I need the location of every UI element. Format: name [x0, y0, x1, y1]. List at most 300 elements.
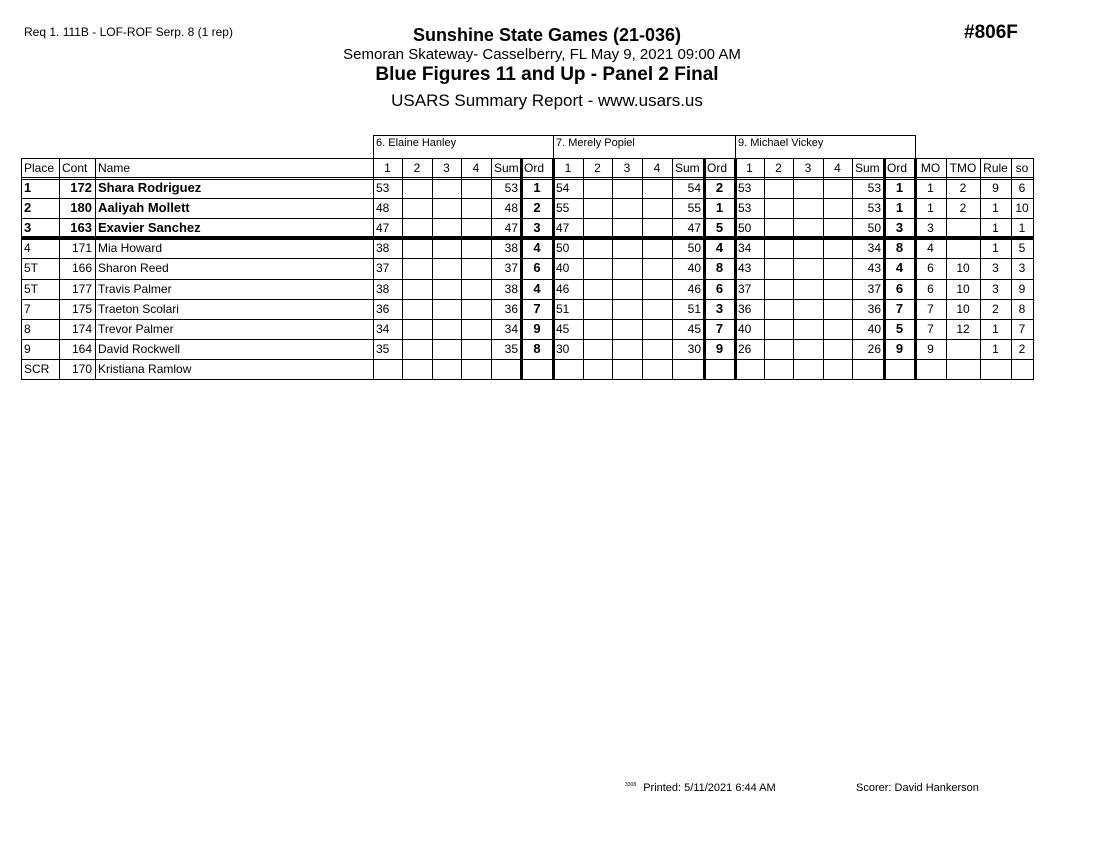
- judge-box-top: [553, 135, 736, 136]
- judge-score-4: [642, 339, 672, 359]
- rule-cell: 1: [992, 321, 999, 336]
- judge-score-4: [461, 279, 491, 299]
- cont-cell: 172: [70, 180, 92, 195]
- skater-name-cell: Aaliyah Mollett: [98, 200, 190, 216]
- judge-ordinal: 1: [533, 180, 541, 195]
- judge-ordinal: 8: [533, 340, 541, 356]
- judge-score-4: [461, 238, 491, 258]
- tmo-cell: 10: [956, 261, 970, 276]
- judge-score-4: [823, 279, 852, 299]
- judge-score-4: [823, 319, 852, 339]
- judge-score-2: [583, 238, 612, 258]
- judge-score-3: [432, 198, 461, 218]
- col-line: [980, 158, 981, 380]
- judge-score-2: [764, 238, 793, 258]
- mo-cell: 9: [927, 341, 934, 356]
- judge-score-1: 37: [738, 281, 752, 296]
- event-code: #806F: [964, 22, 1018, 43]
- judge-score-1: 50: [556, 241, 570, 256]
- skater-name-cell: Travis Palmer: [98, 281, 172, 296]
- col-line: [823, 158, 824, 380]
- skater-name-cell: Trevor Palmer: [98, 321, 174, 336]
- judge-ordinal: 7: [533, 300, 541, 316]
- cont-cell: 170: [71, 361, 92, 376]
- judge-sum: 47: [687, 221, 701, 236]
- col-header-judge2-1: 1: [564, 161, 572, 175]
- judge-sum: 47: [504, 221, 518, 236]
- judge-ordinal: 4: [715, 240, 724, 256]
- judge-score-4: [823, 258, 852, 278]
- col-header-judge2-ord: Ord: [707, 161, 728, 175]
- judge-score-2: [402, 299, 432, 319]
- judge-score-2: [764, 299, 793, 319]
- judge-sum: 34: [504, 321, 518, 336]
- venue-date-line: Semoran Skateway- Casselberry, FL May 9, 2021 09:00 AM: [343, 46, 741, 63]
- ord-thick-line: [703, 158, 706, 380]
- judge-sum: 53: [867, 201, 881, 216]
- col-line: [1033, 158, 1034, 380]
- so-cell: 2: [1018, 341, 1026, 356]
- col-line: [95, 158, 96, 380]
- judge-score-2: [583, 279, 612, 299]
- judge-sum: [491, 359, 521, 379]
- judge-name-header: 7. Merely Popiel: [556, 137, 635, 149]
- judge-score-3: [793, 299, 823, 319]
- tmo-cell: 12: [956, 321, 970, 336]
- place-cell: 5T: [24, 281, 39, 296]
- col-header-name: Name: [98, 161, 131, 175]
- place-cell: 4: [24, 241, 31, 256]
- judge-score-2: [583, 258, 612, 278]
- judge-score-2: [402, 198, 432, 218]
- request-line: Req 1. 111B - LOF-ROF Serp. 8 (1 rep): [24, 25, 233, 39]
- col-line: [583, 158, 584, 380]
- judge-score-1: 48: [376, 201, 390, 216]
- cont-cell: 163: [70, 220, 92, 236]
- tmo-cell: [946, 238, 980, 258]
- judge-score-1: [553, 359, 583, 379]
- judge-score-4: [823, 359, 852, 379]
- col-line: [793, 158, 794, 380]
- judge-score-1: 53: [376, 181, 390, 195]
- col-header-judge3-1: 1: [746, 161, 753, 175]
- judge-score-2: [402, 258, 432, 278]
- judge-score-1: 34: [376, 321, 390, 336]
- judge-score-3: [612, 198, 642, 218]
- judge-box-right: [915, 135, 916, 158]
- judge-score-2: [764, 359, 793, 379]
- cont-cell: 175: [71, 301, 92, 316]
- judge-score-3: [432, 339, 461, 359]
- col-header-judge1-4: 4: [472, 161, 480, 175]
- judge-score-2: [402, 339, 432, 359]
- judge-score-2: [583, 359, 612, 379]
- judge-score-3: [612, 238, 642, 258]
- judge-sum: 37: [867, 281, 881, 296]
- judge-ordinal: 8: [715, 260, 724, 276]
- judge-name-header: 9. Michael Vickey: [738, 137, 824, 149]
- judge-sum: 37: [504, 261, 518, 276]
- mo-cell: 6: [927, 281, 934, 296]
- cont-cell: 177: [71, 281, 92, 296]
- judge-score-4: [642, 198, 672, 218]
- judge-ordinal: [884, 359, 915, 379]
- judge-ordinal: 2: [533, 200, 541, 216]
- col-line: [642, 158, 643, 380]
- judge-ordinal: 3: [895, 220, 904, 236]
- judge-score-1: 37: [376, 261, 390, 276]
- judge-sum: 40: [867, 321, 881, 336]
- ord-thick-line: [552, 158, 555, 380]
- judge-box-left: [553, 135, 554, 158]
- judge-score-1: 54: [556, 181, 570, 195]
- judge-score-4: [823, 339, 852, 359]
- so-cell: 3: [1018, 261, 1026, 276]
- mo-cell: 6: [927, 261, 934, 276]
- judge-score-2: [583, 339, 612, 359]
- judge-ordinal: 6: [715, 280, 724, 296]
- judge-ordinal: 7: [715, 320, 724, 336]
- col-header-place: Place: [24, 161, 55, 175]
- judge-sum: 55: [687, 201, 701, 216]
- judge-score-1: 51: [556, 301, 570, 316]
- judge-score-3: [793, 238, 823, 258]
- col-header-so: so: [1015, 161, 1029, 175]
- judge-score-3: [793, 178, 823, 198]
- judge-score-1: 45: [556, 321, 570, 336]
- ord-thick-line: [883, 158, 886, 380]
- skater-name-cell: Kristiana Ramlow: [98, 361, 192, 376]
- judge-score-4: [642, 299, 672, 319]
- tmo-cell: 2: [959, 181, 967, 195]
- judge-sum: 53: [867, 181, 881, 195]
- col-line: [373, 158, 374, 380]
- rule-cell: 2: [992, 301, 999, 316]
- skater-name-cell: Exavier Sanchez: [98, 220, 201, 236]
- rule-cell: [980, 359, 1011, 379]
- judge-box-left: [373, 135, 374, 158]
- judge-ordinal: 8: [895, 240, 904, 256]
- judge-sum: 38: [504, 281, 518, 296]
- cont-cell: 180: [70, 200, 92, 216]
- judge-score-1: 43: [738, 261, 752, 276]
- judge-ordinal: 5: [715, 220, 724, 236]
- judge-score-3: [432, 258, 461, 278]
- place-cell: 7: [24, 301, 31, 316]
- judge-score-2: [764, 339, 793, 359]
- mo-cell: 3: [927, 221, 934, 236]
- judge-ordinal: 3: [533, 220, 541, 236]
- judge-score-2: [764, 279, 793, 299]
- judge-ordinal: 9: [715, 340, 724, 356]
- judge-score-4: [823, 178, 852, 198]
- mo-cell: [915, 359, 946, 379]
- col-header-judge2-4: 4: [653, 161, 661, 175]
- skater-name-cell: Mia Howard: [98, 241, 163, 256]
- judge-score-1: 55: [556, 201, 570, 216]
- so-cell: 9: [1018, 281, 1026, 296]
- col-header-judge2-sum: Sum: [675, 161, 700, 175]
- col-line: [491, 158, 492, 380]
- so-cell: 8: [1018, 301, 1026, 316]
- judge-score-2: [402, 359, 432, 379]
- rule-cell: 1: [992, 241, 999, 256]
- judge-sum: 30: [687, 341, 701, 356]
- ord-thick-line: [734, 158, 737, 380]
- judge-score-4: [461, 299, 491, 319]
- judge-sum: [852, 359, 884, 379]
- judge-score-2: [583, 198, 612, 218]
- judge-score-1: 47: [376, 221, 390, 236]
- judge-score-2: [583, 319, 612, 339]
- col-line: [402, 158, 403, 380]
- judge-score-4: [461, 359, 491, 379]
- mo-cell: 1: [927, 201, 934, 216]
- mo-cell: 4: [927, 241, 934, 256]
- judge-ordinal: 4: [533, 280, 541, 296]
- judge-sum: 50: [687, 241, 701, 256]
- place-cell: 8: [24, 321, 31, 336]
- judge-score-4: [461, 178, 491, 198]
- judge-score-3: [432, 359, 461, 379]
- judge-score-1: 40: [738, 321, 752, 336]
- judge-score-1: 46: [556, 281, 570, 296]
- rule-cell: 1: [992, 341, 999, 356]
- judge-sum: 36: [867, 301, 881, 316]
- col-header-judge3-sum: Sum: [855, 161, 880, 175]
- judge-score-2: [402, 279, 432, 299]
- competition-title: Sunshine State Games (21-036): [412, 25, 682, 45]
- judge-score-3: [612, 359, 642, 379]
- judge-sum: 26: [867, 341, 881, 356]
- judge-score-3: [612, 178, 642, 198]
- judge-score-1: 35: [376, 341, 390, 356]
- place-cell: 9: [24, 341, 31, 356]
- tiny-code: 3308: [625, 782, 637, 788]
- judge-score-3: [612, 258, 642, 278]
- col-header-judge3-3: 3: [804, 161, 812, 175]
- so-cell: 6: [1018, 181, 1026, 195]
- col-header-judge1-ord: Ord: [524, 161, 545, 175]
- cont-cell: 166: [71, 261, 92, 276]
- judge-box-left: [735, 135, 736, 158]
- judge-score-1: 38: [376, 241, 390, 256]
- judge-score-1: 36: [738, 301, 752, 316]
- judge-score-3: [612, 339, 642, 359]
- judge-score-4: [461, 198, 491, 218]
- judge-score-3: [793, 359, 823, 379]
- skater-name-cell: Traeton Scolari: [98, 301, 179, 316]
- judge-score-2: [402, 238, 432, 258]
- judge-score-4: [823, 238, 852, 258]
- judge-score-4: [461, 339, 491, 359]
- judge-ordinal: [704, 359, 735, 379]
- col-header-judge1-sum: Sum: [494, 161, 519, 175]
- judge-score-1: 50: [738, 221, 752, 236]
- judge-score-3: [793, 319, 823, 339]
- judge-score-2: [764, 178, 793, 198]
- col-line: [612, 158, 613, 380]
- judge-sum: 48: [504, 201, 518, 216]
- judge-ordinal: 9: [533, 320, 541, 336]
- judge-name-header: 6. Elaine Hanley: [376, 137, 457, 149]
- judge-score-2: [402, 319, 432, 339]
- judge-score-1: 47: [556, 221, 570, 236]
- judge-ordinal: 6: [895, 280, 904, 296]
- scorer-info: Scorer: David Hankerson: [856, 782, 979, 794]
- judge-ordinal: 1: [715, 200, 724, 216]
- judge-score-4: [642, 279, 672, 299]
- judge-score-1: [373, 359, 402, 379]
- skater-name-cell: David Rockwell: [98, 341, 181, 356]
- judge-score-3: [793, 279, 823, 299]
- so-cell: 1: [1018, 221, 1026, 236]
- skater-name-cell: Shara Rodriguez: [98, 180, 202, 195]
- judge-score-1: 38: [376, 281, 390, 296]
- printed-timestamp: Printed: 5/11/2021 6:44 AM: [643, 782, 776, 794]
- col-line: [432, 158, 433, 380]
- col-header-rule: Rule: [983, 161, 1008, 175]
- judge-sum: 43: [867, 261, 881, 276]
- rule-cell: 9: [992, 181, 999, 195]
- judge-score-1: 34: [738, 241, 752, 256]
- event-name: Blue Figures 11 and Up - Panel 2 Final: [375, 64, 719, 85]
- col-line: [672, 158, 673, 380]
- place-cell: 5T: [24, 261, 39, 276]
- judge-score-4: [823, 198, 852, 218]
- judge-score-1: 26: [738, 341, 752, 356]
- so-cell: [1011, 359, 1033, 379]
- mo-cell: 7: [927, 301, 934, 316]
- judge-ordinal: 7: [895, 300, 904, 316]
- rule-cell: 1: [992, 221, 999, 236]
- col-header-judge2-3: 3: [623, 161, 631, 175]
- judge-sum: 54: [687, 181, 701, 195]
- mo-cell: 7: [927, 321, 934, 336]
- col-header-judge1-2: 2: [413, 161, 421, 175]
- judge-score-1: 53: [738, 181, 752, 195]
- judge-score-1: 30: [556, 341, 570, 356]
- cont-cell: 171: [71, 241, 92, 256]
- mo-cell: 1: [927, 181, 934, 195]
- col-header-judge1-1: 1: [384, 161, 391, 175]
- judge-score-4: [642, 258, 672, 278]
- judge-score-2: [402, 178, 432, 198]
- judge-sum: [672, 359, 704, 379]
- cont-cell: 164: [71, 341, 92, 356]
- col-line: [946, 158, 947, 380]
- col-header-cont: Cont: [62, 161, 88, 175]
- col-line: [852, 158, 853, 380]
- place-cell: SCR: [24, 361, 50, 376]
- judge-score-3: [612, 279, 642, 299]
- col-line: [1011, 158, 1012, 380]
- judge-ordinal: 4: [533, 240, 541, 256]
- judge-score-4: [642, 359, 672, 379]
- judge-score-3: [432, 319, 461, 339]
- judge-sum: 38: [504, 241, 518, 256]
- judge-sum: 50: [867, 221, 881, 236]
- judge-score-1: 40: [556, 261, 570, 276]
- col-header-judge2-2: 2: [594, 161, 601, 175]
- judge-sum: 34: [867, 241, 881, 256]
- judge-score-3: [793, 198, 823, 218]
- printed-info: [625, 782, 776, 794]
- col-header-mo: MO: [920, 161, 941, 175]
- judge-score-1: 36: [376, 301, 390, 316]
- tmo-cell: 10: [956, 301, 970, 316]
- col-line: [461, 158, 462, 380]
- judge-sum: 46: [687, 281, 701, 296]
- judge-score-4: [642, 319, 672, 339]
- so-cell: 10: [1015, 201, 1029, 216]
- rule-cell: 3: [992, 261, 999, 276]
- place-cell: 2: [24, 200, 32, 216]
- rule-cell: 3: [992, 281, 999, 296]
- judge-score-2: [764, 198, 793, 218]
- col-header-judge3-2: 2: [775, 161, 782, 175]
- judge-score-4: [461, 319, 491, 339]
- ord-thick-line: [914, 158, 917, 380]
- judge-ordinal: 9: [895, 340, 904, 356]
- judge-score-4: [642, 238, 672, 258]
- place-cell: 1: [24, 180, 32, 195]
- judge-ordinal: 5: [895, 320, 904, 336]
- judge-score-4: [642, 178, 672, 198]
- judge-score-3: [793, 258, 823, 278]
- judge-box-top: [373, 135, 554, 136]
- tmo-cell: [946, 339, 980, 359]
- judge-score-3: [612, 299, 642, 319]
- judge-sum: 36: [504, 301, 518, 316]
- judge-score-4: [823, 299, 852, 319]
- judge-score-2: [583, 299, 612, 319]
- judge-score-2: [583, 178, 612, 198]
- judge-ordinal: 1: [895, 200, 904, 216]
- judge-score-3: [793, 339, 823, 359]
- judge-score-2: [764, 258, 793, 278]
- judge-sum: 40: [687, 261, 701, 276]
- tmo-cell: [946, 359, 980, 379]
- judge-score-1: [735, 359, 764, 379]
- judge-ordinal: [521, 359, 553, 379]
- judge-sum: 51: [687, 301, 701, 316]
- col-line: [21, 158, 22, 380]
- col-header-judge1-3: 3: [443, 161, 450, 175]
- judge-score-3: [432, 299, 461, 319]
- judge-score-1: 53: [738, 201, 752, 216]
- cont-cell: 174: [71, 321, 92, 336]
- col-header-tmo: TMO: [949, 161, 977, 175]
- rule-cell: 1: [992, 201, 999, 216]
- judge-box-top: [735, 135, 916, 136]
- col-header-judge3-4: 4: [834, 161, 841, 175]
- col-line: [59, 158, 60, 380]
- judge-ordinal: 6: [533, 260, 541, 276]
- judge-score-3: [432, 178, 461, 198]
- judge-sum: 53: [504, 181, 518, 195]
- judge-score-3: [432, 279, 461, 299]
- judge-sum: 35: [504, 341, 518, 356]
- so-cell: 7: [1018, 321, 1026, 336]
- judge-ordinal: 1: [895, 180, 904, 195]
- judge-score-2: [764, 319, 793, 339]
- skater-name-cell: Sharon Reed: [98, 261, 169, 276]
- judge-ordinal: 4: [895, 260, 904, 276]
- judge-ordinal: 2: [715, 180, 724, 195]
- col-line: [764, 158, 765, 380]
- judge-score-3: [432, 238, 461, 258]
